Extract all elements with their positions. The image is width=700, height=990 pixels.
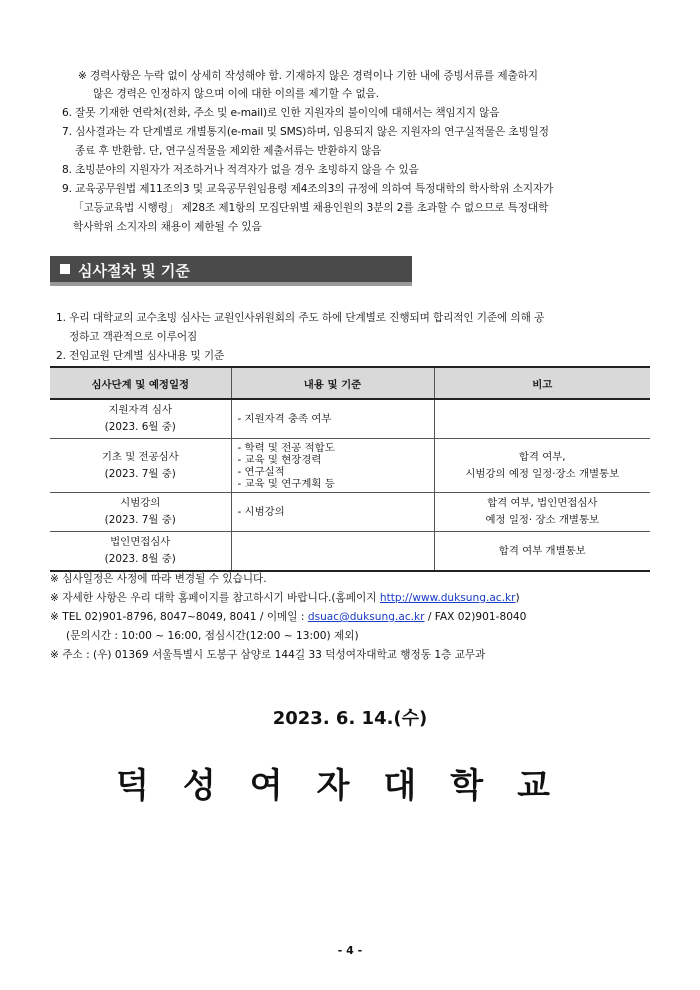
note-homepage-text: ※ 자세한 사항은 우리 대학 홈페이지를 참고하시기 바랍니다.(홈페이지	[50, 592, 380, 604]
cell-line: 지원자격 심사	[108, 404, 173, 416]
cell-line: 시범강의 예정 일정·장소 개별통보	[465, 467, 620, 480]
stage-cell	[50, 439, 231, 493]
document-date: 2023. 6. 14.(수)	[272, 708, 428, 729]
cell-line: 합격 여부, 법인면접심사	[487, 497, 598, 509]
note-contact	[50, 609, 526, 624]
remark-cell	[434, 532, 650, 572]
stage-cell	[50, 493, 231, 532]
header-remark: 비고	[434, 367, 650, 399]
cell-line: (2023. 6월 중)	[104, 421, 176, 433]
cell-line: - 시범강의	[237, 506, 285, 518]
text-line: 1. 우리 대학교의 교수초빙 심사는 교원인사위원회의 주도 하에 단계별로 진행되며 합리적인 기준에 의해 공	[56, 312, 545, 324]
text-line: 「고등교육법 시행령」 제28조 제1항의 모집단위별 채용인원의 3분의 2를 초과할 수 없으므로 특정대학	[73, 202, 549, 214]
cell-line: (2023. 7월 중)	[104, 514, 176, 526]
homepage-link[interactable]: http://www.duksung.ac.kr	[379, 592, 516, 604]
text-line: 9. 교육공무원법 제11조의3 및 교육공무원임용령 제4조의3의 규정에 의하여 특정대학의 학사학위 소지자가	[62, 183, 554, 195]
section-header	[50, 256, 412, 286]
cell-line: - 교육 및 연구계획 등	[237, 477, 335, 490]
cell-line: - 지원자격 충족 여부	[237, 413, 332, 425]
content-cell	[231, 532, 434, 572]
cell-line: 합격 여부,	[518, 450, 566, 463]
text-line: 학사학위 소지자의 채용이 제한될 수 있음	[73, 221, 262, 233]
cell-line: 기초 및 전공심사	[101, 450, 179, 463]
remark-cell	[434, 439, 650, 493]
university-name: 덕성여자대학교	[116, 766, 584, 806]
text-line: 않은 경력은 인정하지 않으며 이에 대한 이의를 제기할 수 없음.	[93, 88, 380, 100]
text-line: 8. 초빙분야의 지원자가 저조하거나 적격자가 없을 경우 초빙하지 않을 수 있음	[62, 164, 419, 176]
text-line: 정하고 객관적으로 이루어짐	[69, 331, 198, 343]
text-line: 종료 후 반환함. 단, 연구실적물을 제외한 제출서류는 반환하지 않음	[75, 145, 382, 157]
header-stage: 심사단계 및 예정일정	[50, 367, 231, 399]
note-address: ※ 주소 : (우) 01369 서울특별시 도봉구 삼양로 144길 33 덕성여자대학교 행정동 1층 교무과	[50, 649, 486, 661]
stage-cell	[50, 399, 231, 439]
cell-line: (2023. 7월 중)	[104, 467, 176, 480]
content-cell	[231, 493, 434, 532]
stage-cell	[50, 532, 231, 572]
note-hours: (문의시간 : 10:00 ~ 16:00, 점심시간(12:00 ~ 13:00) 제외)	[66, 630, 359, 642]
email-link[interactable]: dsuac@duksung.ac.kr	[307, 611, 425, 623]
note-homepage-close: )	[515, 592, 520, 604]
note-contact-text: ※ TEL 02)901-8796, 8047~8049, 8041 / 이메일 :	[50, 611, 308, 623]
cell-line: - 학력 및 전공 적합도	[237, 441, 335, 454]
cell-line: 예정 일정· 장소 개별통보	[485, 514, 600, 526]
text-line: 2. 전임교원 단계별 심사내용 및 기준	[56, 350, 225, 362]
table-row	[50, 399, 650, 439]
table-row	[50, 493, 650, 532]
section-title: 심사절차 및 기준	[78, 262, 190, 280]
remark-cell	[434, 399, 650, 439]
cell-line: - 연구실적	[237, 465, 285, 478]
content-cell	[231, 439, 434, 493]
table-header-row	[50, 367, 650, 399]
cell-line: 합격 여부 개별통보	[498, 544, 586, 557]
text-line: ※ 경력사항은 누락 없이 상세히 작성해야 함. 기재하지 않은 경력이나 기한 내에 증빙서류를 제출하지	[78, 70, 538, 82]
remark-cell	[434, 493, 650, 532]
cell-line: (2023. 8월 중)	[104, 553, 176, 565]
note-schedule: ※ 심사일정은 사정에 따라 변경될 수 있습니다.	[50, 573, 267, 585]
text-line: 6. 잘못 기재한 연락처(전화, 주소 및 e-mail)로 인한 지원자의 불이익에 대해서는 책임지지 않음	[62, 107, 500, 119]
header-content: 내용 및 기준	[231, 367, 434, 399]
criteria-table	[50, 366, 650, 572]
table-row	[50, 532, 650, 572]
note-homepage	[50, 590, 520, 605]
page-number: - 4 -	[337, 944, 363, 957]
cell-line: 법인면접심사	[110, 536, 171, 548]
text-line: 7. 심사결과는 각 단계별로 개별통지(e-mail 및 SMS)하며, 임용되지 않은 지원자의 연구실적물은 초빙일정	[62, 126, 549, 138]
square-bullet-icon	[60, 264, 70, 274]
note-fax: / FAX 02)901-8040	[424, 611, 527, 623]
content-cell	[231, 399, 434, 439]
table-row	[50, 439, 650, 493]
cell-line: - 교육 및 현장경력	[237, 453, 322, 466]
cell-line: 시범강의	[120, 497, 161, 509]
